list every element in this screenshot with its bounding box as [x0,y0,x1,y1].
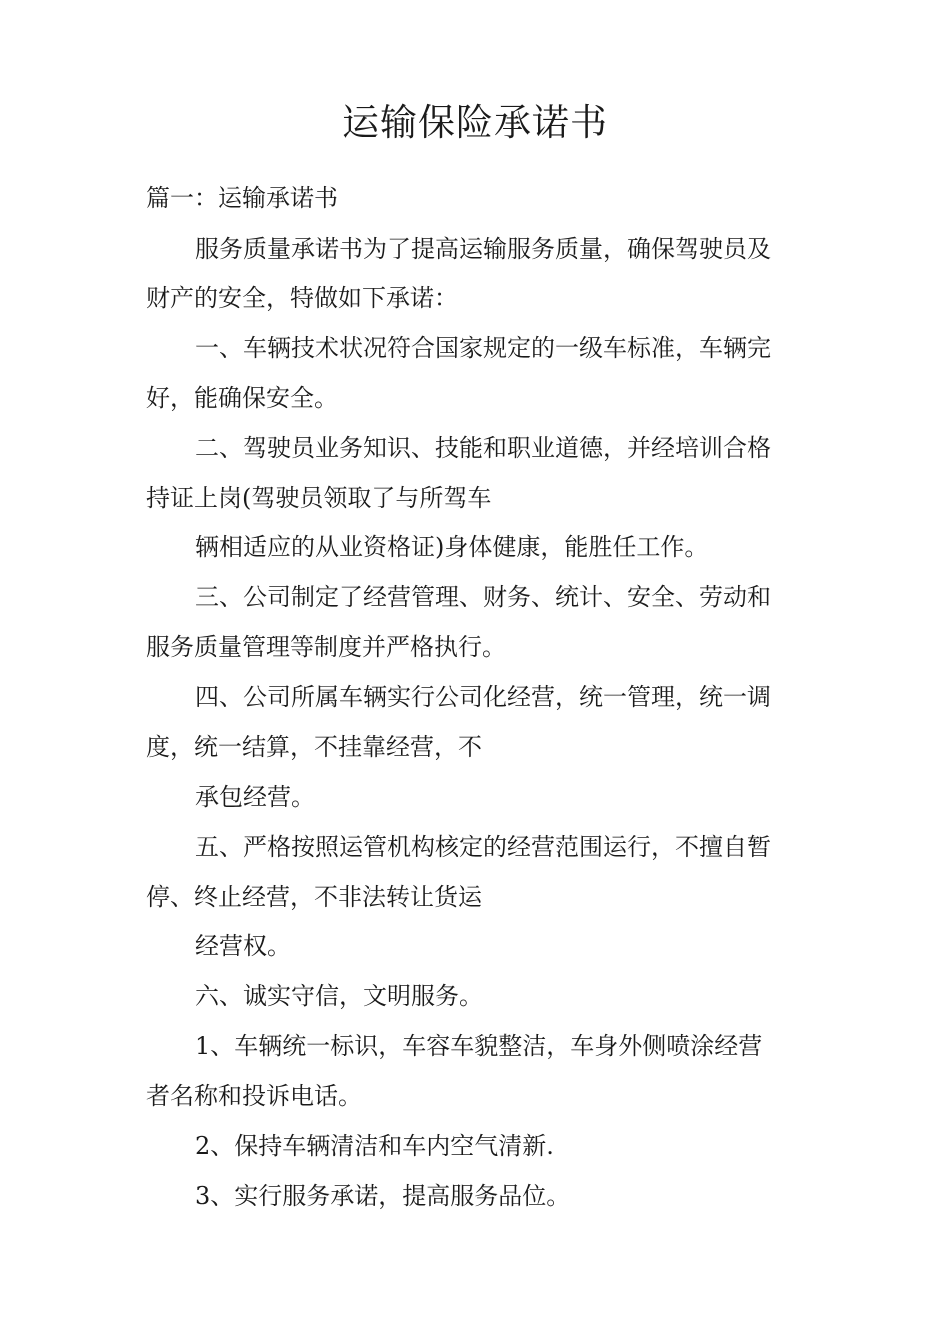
paragraph-line: 者名称和投诉电话。 [146,1082,362,1110]
paragraph-line: 四、公司所属车辆实行公司化经营，统一管理，统一调 [195,683,771,711]
paragraph-line: 持证上岗(驾驶员领取了与所驾车 [146,484,492,512]
section-heading: 篇一：运输承诺书 [146,184,338,212]
paragraph-line: 辆相适应的从业资格证)身体健康，能胜任工作。 [195,533,709,561]
paragraph-line: 财产的安全，特做如下承诺： [146,284,458,312]
paragraph-line: 服务质量管理等制度并严格执行。 [146,633,506,661]
paragraph-line: 度，统一结算，不挂靠经营，不 [146,733,482,761]
paragraph-line: 承包经营。 [195,783,315,811]
paragraph-line: 一、车辆技术状况符合国家规定的一级车标准，车辆完 [195,334,771,362]
paragraph-line: 1、车辆统一标识，车容车貌整洁，车身外侧喷涂经营 [195,1032,763,1060]
paragraph-line: 经营权。 [195,932,291,960]
paragraph-line: 五、严格按照运管机构核定的经营范围运行，不擅自暂 [195,833,771,861]
paragraph-line: 2、保持车辆清洁和车内空气清新. [195,1132,554,1160]
paragraph-line: 三、公司制定了经营管理、财务、统计、安全、劳动和 [195,583,771,611]
paragraph-line: 好，能确保安全。 [146,384,338,412]
document-title: 运输保险承诺书 [342,101,608,144]
paragraph-line: 二、驾驶员业务知识、技能和职业道德，并经培训合格 [195,434,771,462]
paragraph-line: 3、实行服务承诺，提高服务品位。 [195,1182,571,1210]
paragraph-line: 停、终止经营，不非法转让货运 [146,883,482,911]
paragraph-line: 服务质量承诺书为了提高运输服务质量，确保驾驶员及 [195,235,771,263]
paragraph-line: 六、诚实守信，文明服务。 [195,982,483,1010]
